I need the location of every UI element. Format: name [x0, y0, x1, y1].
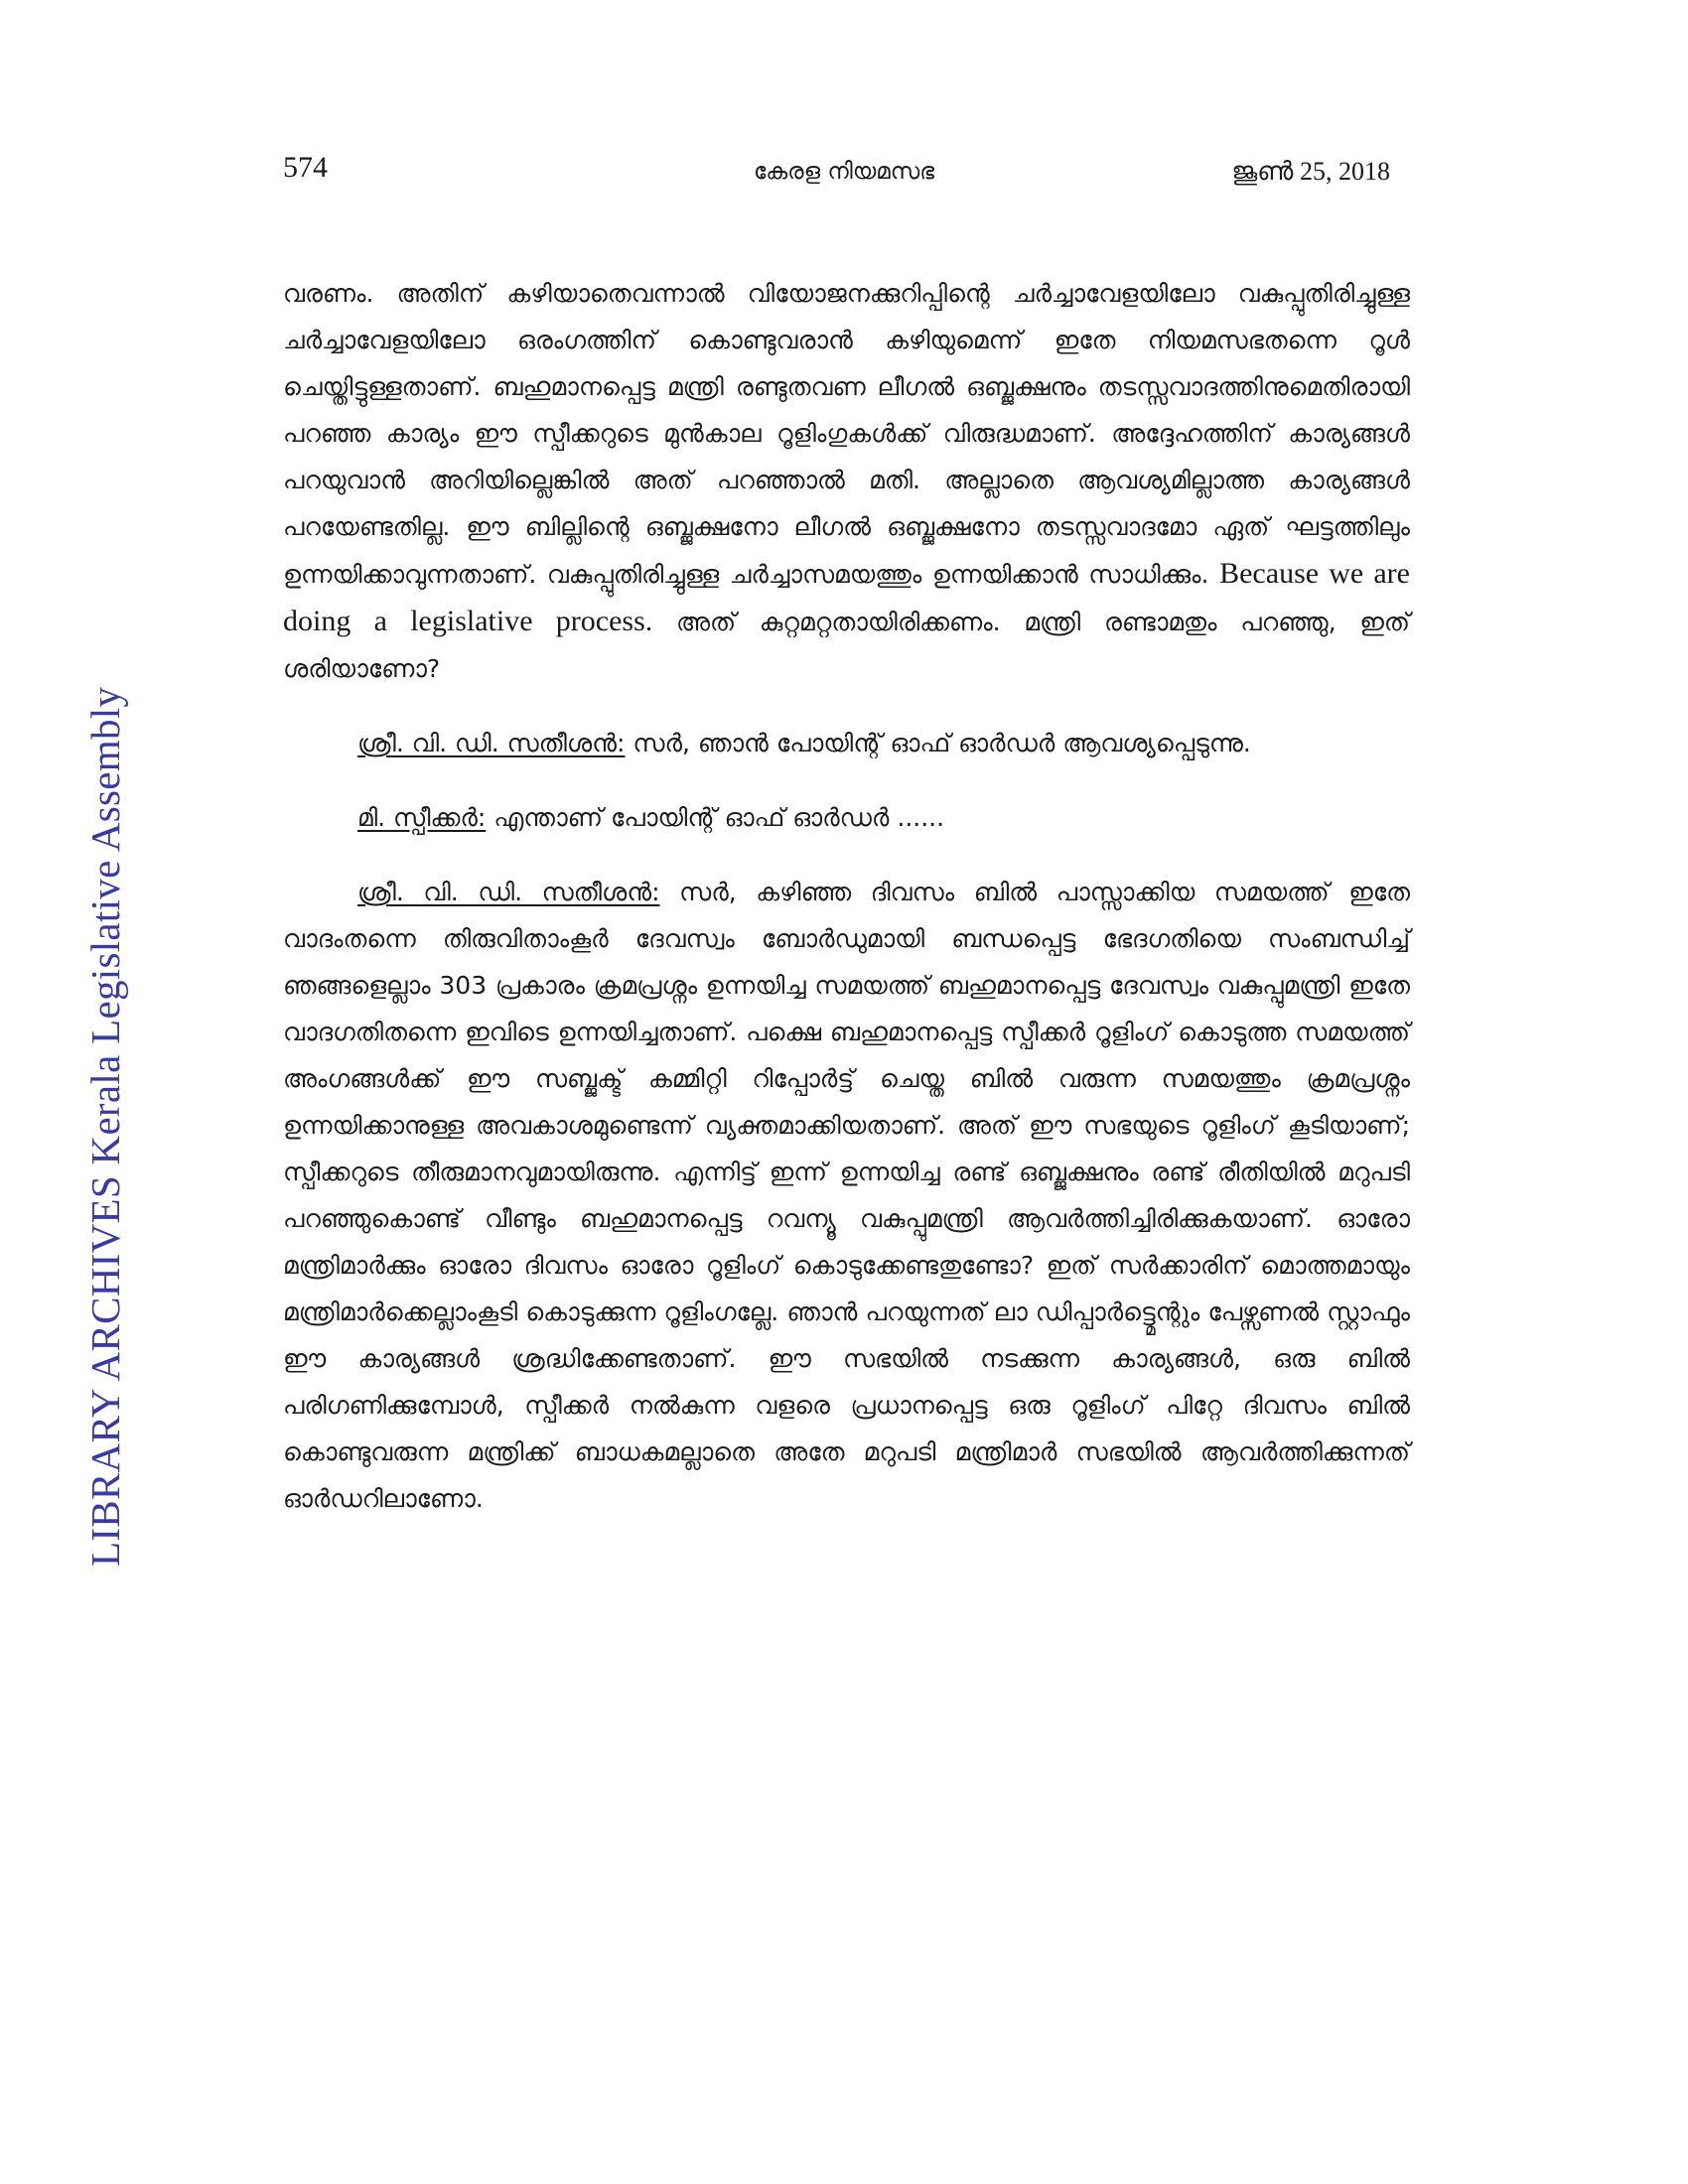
speaker-name: ശ്രീ. വി. ഡി. സതീശൻ:	[357, 729, 626, 757]
document-body	[283, 270, 1410, 1550]
speaker-name: ശ്രീ. വി. ഡി. സതീശൻ:	[357, 878, 660, 906]
paragraph-continuation	[283, 270, 1410, 692]
paragraph-text: വരണം. അതിന് കഴിയാതെവന്നാൽ വിയോജനക്കുറിപ്പിന്റെ ചർച്ചാവേളയിലോ വകുപ്പുതിരിച്ചുള്ള ചർച്ചാവേളയിലോ ഒരംഗത്തിന് കൊണ്ടുവരാൻ കഴിയുമെന്ന് ഇതേ നിയമസഭതന്നെ റൂൾ ചെയ്തിട്ടുള്ളതാണ്. ബഹുമാനപ്പെട്ട മന്ത്രി രണ്ടുതവണ ലീഗൽ ഒബ്ജക്ഷനും തടസ്സവാദത്തിനുമെതിരായി പറഞ്ഞ കാര്യം ഈ സ്പീക്കറുടെ മുൻകാല റൂളിംഗുകൾക്ക് വിരുദ്ധമാണ്. അദ്ദേഹത്തിന് കാര്യങ്ങൾ പറയുവാൻ അറിയില്ലെങ്കിൽ അത് പറഞ്ഞാൽ മതി. അല്ലാതെ ആവശ്യമില്ലാത്ത കാര്യങ്ങൾ പറയേണ്ടതില്ല. ഈ ബില്ലിന്റെ ഒബ്ജക്ഷനോ ലീഗൽ ഒബ്ജക്ഷനോ തടസ്സവാദമോ ഏത് ഘട്ടത്തിലും ഉന്നയിക്കാവുന്നതാണ്. വകുപ്പുതിരിച്ചുള്ള ചർച്ചാസമയത്തും ഉന്നയിക്കാൻ സാധിക്കും.	[283, 279, 1410, 589]
speech-text: സർ, കഴിഞ്ഞ ദിവസം ബിൽ പാസ്സാക്കിയ സമയത്ത് ഇതേ വാദംതന്നെ തിരുവിതാംകൂർ ദേവസ്വം ബോർഡുമായി ബന്ധപ്പെട്ട ഭേദഗതിയെ സംബന്ധിച്ച് ഞങ്ങളെല്ലാം 303 പ്രകാരം ക്രമപ്രശ്നം ഉന്നയിച്ച സമയത്ത് ബഹുമാനപ്പെട്ട ദേവസ്വം വകുപ്പുമന്ത്രി ഇതേ വാദഗതിതന്നെ ഇവിടെ ഉന്നയിച്ചതാണ്. പക്ഷെ ബഹുമാനപ്പെട്ട സ്പീക്കർ റൂളിംഗ് കൊടുത്ത സമയത്ത് അംഗങ്ങൾക്ക് ഈ സബ്ജക്ട് കമ്മിറ്റി റിപ്പോർട്ട് ചെയ്ത ബിൽ വരുന്ന സമയത്തും ക്രമപ്രശ്നം ഉന്നയിക്കാനുള്ള അവകാശമുണ്ടെന്ന് വ്യക്തമാക്കിയതാണ്. അത് ഈ സഭയുടെ റൂളിംഗ് കൂടിയാണ്; സ്പീക്കറുടെ തീരുമാനവുമായിരുന്നു. എന്നിട്ട് ഇന്ന് ഉന്നയിച്ച രണ്ട് ഒബ്ജക്ഷനും രണ്ട് രീതിയിൽ മറുപടി പറഞ്ഞുകൊണ്ട് വീണ്ടും ബഹുമാനപ്പെട്ട റവന്യൂ വകുപ്പുമന്ത്രി ആവർത്തിച്ചിരിക്കുകയാണ്. ഓരോ മന്ത്രിമാർക്കും ഓരോ ദിവസം ഓരോ റൂളിംഗ് കൊടുക്കേണ്ടതുണ്ടോ? ഇത് സർക്കാരിന് മൊത്തമായും മന്ത്രിമാർക്കെല്ലാംകൂടി കൊടുക്കുന്ന റൂളിംഗല്ലേ. ഞാൻ പറയുന്നത് ലാ ഡിപ്പാർട്ട്മെന്റും പേഴ്സണൽ സ്റ്റാഫും ഈ കാര്യങ്ങൾ ശ്രദ്ധിക്കേണ്ടതാണ്. ഈ സഭയിൽ നടക്കുന്ന കാര്യങ്ങൾ, ഒരു ബിൽ പരിഗണിക്കുമ്പോൾ, സ്പീക്കർ നൽകുന്ന വളരെ പ്രധാനപ്പെട്ട ഒരു റൂളിംഗ് പിറ്റേ ദിവസം ബിൽ കൊണ്ടുവരുന്ന മന്ത്രിക്ക് ബാധകമല്ലാതെ അതേ മറുപടി മന്ത്രിമാർ സഭയിൽ ആവർത്തിക്കുന്നത് ഓർഡറിലാണോ.	[283, 878, 1410, 1513]
speech-text: സർ, ഞാൻ പോയിന്റ് ഓഫ് ഓർഡർ ആവശ്യപ്പെടുന്നു.	[633, 729, 1251, 757]
speech-paragraph	[283, 869, 1410, 1522]
speech-paragraph	[283, 794, 1410, 841]
page-number: 574	[283, 151, 328, 184]
running-title: കേരള നിയമസഭ	[753, 159, 935, 185]
english-quote: Because we are doing a legislative process.	[283, 557, 1410, 637]
page-date: ജൂൺ 25, 2018	[1231, 157, 1390, 186]
speech-text: എന്താണ് പോയിന്റ് ഓഫ് ഓർഡർ ......	[493, 803, 945, 832]
speaker-name: മി. സ്പീക്കർ:	[357, 803, 487, 832]
watermark: LIBRARY ARCHIVES Kerala Legislative Assembly	[82, 686, 128, 1567]
speech-paragraph	[283, 720, 1410, 766]
paragraph-text: അത് കുറ്റമറ്റതായിരിക്കണം. മന്ത്രി രണ്ടാമതും പറഞ്ഞു, ഇത് ശരിയാണോ?	[283, 608, 1411, 683]
